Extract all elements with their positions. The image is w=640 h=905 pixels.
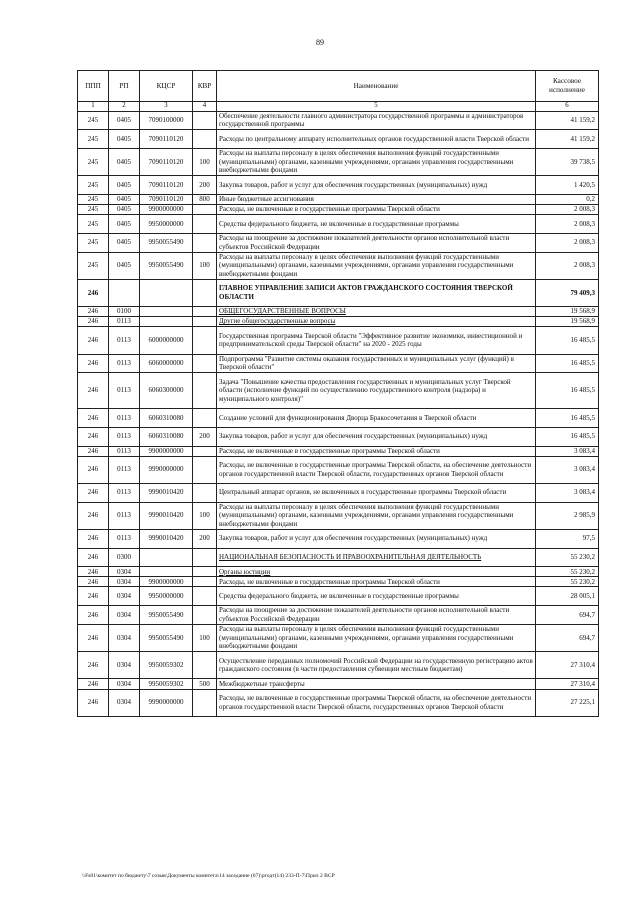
cell-ppp: 246 [78,606,109,625]
cell-cash-execution: 16 485,5 [536,373,599,409]
cell-rp: 0304 [109,624,140,651]
cell-ppp: 245 [78,194,109,204]
cell-rp: 0304 [109,567,140,577]
column-index: 3 [140,102,193,112]
cell-kcsr: 7090110120 [140,194,193,204]
cell-ppp: 246 [78,567,109,577]
cell-kvr [193,373,217,409]
cell-cash-execution: 79 409,3 [536,279,599,306]
cell-kcsr: 9950055490 [140,233,193,252]
cell-kvr: 200 [193,176,217,195]
cell-ppp: 245 [78,148,109,175]
cell-ppp: 246 [78,427,109,446]
cell-kvr [193,606,217,625]
cell-cash-execution: 97,5 [536,529,599,548]
cell-kvr [193,587,217,606]
cell-name: Расходы по центральному аппарату исполнительных органов государственной власти Тверской области [217,130,536,149]
cell-kvr: 200 [193,427,217,446]
column-index-row [78,102,599,112]
cell-kcsr: 7090110120 [140,130,193,149]
cell-rp: 0113 [109,354,140,373]
cell-kvr [193,483,217,502]
table-row [78,689,599,716]
cell-kvr [193,130,217,149]
cell-rp: 0113 [109,327,140,354]
cell-kvr [193,307,217,317]
cell-name: Расходы, не включенные в государственные программы Тверской области [217,577,536,587]
cell-kcsr: 9900000000 [140,205,193,215]
cell-kcsr [140,548,193,567]
cell-kvr [193,215,217,234]
cell-cash-execution: 19 568,9 [536,307,599,317]
cell-ppp: 245 [78,111,109,130]
table-row [78,483,599,502]
cell-name: Расходы, не включенные в государственные программы Тверской области, на обеспечение деятельности органов государственной власти Тверской области, государственных органов Тверской области [217,456,536,483]
cell-kvr: 100 [193,624,217,651]
cell-cash-execution: 694,7 [536,606,599,625]
cell-kcsr: 6060300000 [140,373,193,409]
cell-kcsr: 6060310080 [140,427,193,446]
cell-kcsr: 9950055490 [140,606,193,625]
cell-ppp: 245 [78,176,109,195]
cell-ppp: 245 [78,130,109,149]
cell-cash-execution: 27 310,4 [536,652,599,679]
cell-kvr [193,577,217,587]
table-row [78,529,599,548]
cell-kcsr: 6060310080 [140,409,193,428]
cell-name: Подпрограмма "Развитие системы оказания государственных и муниципальных услуг (функций) в Тверской области" [217,354,536,373]
cell-kvr: 200 [193,529,217,548]
cell-rp: 0304 [109,679,140,689]
cell-cash-execution: 2 008,3 [536,252,599,279]
cell-name: Средства федерального бюджета, не включенные в государственные программы [217,587,536,606]
header-ppp: ППП [78,71,109,102]
cell-name: Государственная программа Тверской области "Эффективное развитие экономики, инвестиционной и предпринимательской среды Тверской области" на 2020 - 2025 годы [217,327,536,354]
cell-kvr [193,567,217,577]
header-kvr: КВР [193,71,217,102]
cell-rp [109,279,140,306]
cell-name: Закупка товаров, работ и услуг для обеспечения государственных (муниципальных) нужд [217,427,536,446]
table-row [78,446,599,456]
cell-kcsr: 7090110120 [140,148,193,175]
cell-cash-execution: 3 083,4 [536,456,599,483]
cell-kcsr: 6060000000 [140,354,193,373]
cell-rp: 0113 [109,529,140,548]
cell-name: Расходы, не включенные в государственные программы Тверской области [217,446,536,456]
cell-name: Создание условий для функционирования Дворца Бракосочетания в Тверской области [217,409,536,428]
cell-rp: 0300 [109,548,140,567]
cell-kvr [193,446,217,456]
cell-rp: 0113 [109,456,140,483]
cell-kcsr: 9950055490 [140,252,193,279]
cell-kvr [193,548,217,567]
cell-name: Расходы на выплаты персоналу в целях обеспечения выполнения функций государственными (муниципальными) органами, казенными учреждениями, органами управления государственными внебюджетными фондами [217,148,536,175]
cell-ppp: 246 [78,354,109,373]
cell-cash-execution: 27 225,1 [536,689,599,716]
cell-ppp: 246 [78,577,109,587]
cell-cash-execution: 2 008,3 [536,233,599,252]
cell-kvr: 800 [193,194,217,204]
cell-ppp: 246 [78,548,109,567]
table-row [78,279,599,306]
cell-kcsr: 9990000000 [140,456,193,483]
table-row [78,427,599,446]
header-rp: РП [109,71,140,102]
cell-kvr [193,279,217,306]
cell-name: Средства федерального бюджета, не включенные в государственные программы [217,215,536,234]
cell-kvr [193,111,217,130]
table-row [78,215,599,234]
cell-name: Осуществление переданных полномочий Российской Федерации на государственную регистрацию актов гражданского состояния (в части предоставления субвенции местным бюджетам) [217,652,536,679]
cell-rp: 0113 [109,317,140,327]
cell-ppp: 246 [78,446,109,456]
budget-execution-table [77,70,599,717]
cell-kcsr: 9950000000 [140,215,193,234]
cell-kcsr: 9950055490 [140,624,193,651]
header-name: Наименование [217,71,536,102]
cell-kcsr: 9990000000 [140,689,193,716]
cell-ppp: 246 [78,279,109,306]
cell-kcsr [140,279,193,306]
cell-name: Расходы на выплаты персоналу в целях обеспечения выполнения функций государственными (муниципальными) органами, казенными учреждениями, органами управления государственными внебюджетными фондами [217,252,536,279]
cell-cash-execution: 694,7 [536,624,599,651]
cell-ppp: 246 [78,409,109,428]
cell-ppp: 246 [78,689,109,716]
cell-name: Межбюджетные трансферты [217,679,536,689]
table-row [78,148,599,175]
cell-name: ОБЩЕГОСУДАРСТВЕННЫЕ ВОПРОСЫ [217,307,536,317]
cell-name: Расходы на выплаты персоналу в целях обеспечения выполнения функций государственными (муниципальными) органами, казенными учреждениями, органами управления государственными внебюджетными фондами [217,624,536,651]
cell-name: Расходы, не включенные в государственные программы Тверской области [217,205,536,215]
cell-ppp: 246 [78,483,109,502]
cell-ppp: 246 [78,587,109,606]
cell-cash-execution: 2 008,3 [536,215,599,234]
cell-rp: 0405 [109,205,140,215]
cell-name: Иные бюджетные ассигнования [217,194,536,204]
cell-ppp: 246 [78,327,109,354]
cell-rp: 0113 [109,502,140,529]
cell-cash-execution: 27 310,4 [536,679,599,689]
cell-name: Расходы, не включенные в государственные программы Тверской области, на обеспечение деятельности органов государственной власти Тверской области, государственных органов Тверской области [217,689,536,716]
cell-ppp: 246 [78,317,109,327]
cell-rp: 0405 [109,252,140,279]
cell-ppp: 246 [78,624,109,651]
cell-cash-execution: 2 008,3 [536,205,599,215]
cell-cash-execution: 3 083,4 [536,483,599,502]
table-row [78,327,599,354]
cell-cash-execution: 55 230,2 [536,577,599,587]
cell-kvr [193,205,217,215]
table-row [78,176,599,195]
cell-rp: 0405 [109,233,140,252]
cell-name: Закупка товаров, работ и услуг для обеспечения государственных (муниципальных) нужд [217,529,536,548]
table-row [78,373,599,409]
cell-ppp: 245 [78,252,109,279]
cell-kvr: 100 [193,502,217,529]
table-row [78,317,599,327]
cell-name: Закупка товаров, работ и услуг для обеспечения государственных (муниципальных) нужд [217,176,536,195]
column-index: 5 [217,102,536,112]
cell-kcsr [140,317,193,327]
cell-kcsr [140,567,193,577]
cell-rp: 0113 [109,373,140,409]
cell-cash-execution: 16 485,5 [536,409,599,428]
cell-ppp: 246 [78,307,109,317]
cell-name: НАЦИОНАЛЬНАЯ БЕЗОПАСНОСТЬ И ПРАВООХРАНИТЕЛЬНАЯ ДЕЯТЕЛЬНОСТЬ [217,548,536,567]
cell-cash-execution: 19 568,9 [536,317,599,327]
table-row [78,130,599,149]
cell-name: Расходы на поощрение за достижение показателей деятельности органов исполнительной власти субъектов Российской Федерации [217,233,536,252]
table-row [78,354,599,373]
page-number: 89 [316,38,324,47]
cell-rp: 0113 [109,446,140,456]
cell-ppp: 245 [78,215,109,234]
cell-kcsr: 9990010420 [140,529,193,548]
cell-cash-execution: 16 485,5 [536,427,599,446]
cell-kvr [193,456,217,483]
column-index: 2 [109,102,140,112]
header-cash-execution: Кассовое исполнение [536,71,599,102]
table-row [78,502,599,529]
column-index: 1 [78,102,109,112]
cell-name: Обеспечение деятельности главного администратора государственной программы и администраторов государственной программы [217,111,536,130]
cell-kcsr: 7090100000 [140,111,193,130]
cell-kcsr: 9900000000 [140,577,193,587]
cell-rp: 0405 [109,130,140,149]
table-row [78,606,599,625]
cell-kvr [193,317,217,327]
cell-ppp: 246 [78,652,109,679]
cell-kvr: 500 [193,679,217,689]
cell-kvr [193,689,217,716]
table-row [78,111,599,130]
cell-name: Центральный аппарат органов, не включенных в государственные программы Тверской области [217,483,536,502]
cell-kcsr: 9900000000 [140,446,193,456]
cell-kcsr: 6000000000 [140,327,193,354]
cell-cash-execution: 39 738,5 [536,148,599,175]
cell-kcsr: 9950000000 [140,587,193,606]
cell-cash-execution: 41 159,2 [536,130,599,149]
table-row [78,194,599,204]
cell-kcsr: 9990010420 [140,502,193,529]
cell-ppp: 246 [78,502,109,529]
cell-ppp: 246 [78,373,109,409]
cell-cash-execution: 16 485,5 [536,354,599,373]
cell-rp: 0304 [109,606,140,625]
cell-cash-execution: 1 420,5 [536,176,599,195]
table-row [78,205,599,215]
cell-kvr: 100 [193,252,217,279]
cell-rp: 0405 [109,194,140,204]
table-row [78,652,599,679]
cell-rp: 0113 [109,427,140,446]
cell-ppp: 246 [78,456,109,483]
cell-rp: 0100 [109,307,140,317]
cell-kvr [193,409,217,428]
table-row [78,252,599,279]
cell-name: Другие общегосударственные вопросы [217,317,536,327]
table-row [78,233,599,252]
cell-cash-execution: 2 985,9 [536,502,599,529]
cell-name: Расходы на поощрение за достижение показателей деятельности органов исполнительной власти субъектов Российской Федерации [217,606,536,625]
cell-ppp: 245 [78,233,109,252]
cell-rp: 0113 [109,483,140,502]
cell-name: Органы юстиции [217,567,536,577]
cell-kvr [193,327,217,354]
cell-cash-execution: 41 159,2 [536,111,599,130]
cell-cash-execution: 55 230,2 [536,567,599,577]
cell-rp: 0304 [109,689,140,716]
cell-cash-execution: 28 005,1 [536,587,599,606]
table-row [78,456,599,483]
cell-rp: 0113 [109,409,140,428]
cell-kvr: 100 [193,148,217,175]
table-row [78,409,599,428]
cell-name: Задача "Повышение качества предоставления государственных и муниципальных услуг Тверской области (исполнение функций по осуществлению государственного контроля (надзора) и муниципального контроля)" [217,373,536,409]
cell-kvr [193,652,217,679]
cell-rp: 0405 [109,176,140,195]
column-index: 4 [193,102,217,112]
table-row [78,577,599,587]
cell-rp: 0405 [109,215,140,234]
cell-rp: 0304 [109,587,140,606]
cell-kcsr: 9990010420 [140,483,193,502]
cell-kcsr: 9950059302 [140,652,193,679]
table-row [78,307,599,317]
cell-kcsr [140,307,193,317]
header-kcsr: КЦСР [140,71,193,102]
cell-name: Расходы на выплаты персоналу в целях обеспечения выполнения функций государственными (муниципальными) органами, казенными учреждениями, органами управления государственными внебюджетными фондами [217,502,536,529]
cell-rp: 0304 [109,577,140,587]
cell-kcsr: 9950059302 [140,679,193,689]
table-row [78,587,599,606]
table-row [78,679,599,689]
column-index: 6 [536,102,599,112]
cell-cash-execution: 16 485,5 [536,327,599,354]
cell-rp: 0405 [109,111,140,130]
footer-file-path: \\Fs01\комитет по бюджету\7 созыв\Документы комитета\14 заседание (07)\pгодт(14) 233-П-7\Прил 2 ВСР [82,873,335,879]
header-row [78,71,599,102]
table-row [78,548,599,567]
cell-kvr [193,354,217,373]
cell-name: ГЛАВНОЕ УПРАВЛЕНИЕ ЗАПИСИ АКТОВ ГРАЖДАНСКОГО СОСТОЯНИЯ ТВЕРСКОЙ ОБЛАСТИ [217,279,536,306]
table-row [78,567,599,577]
cell-rp: 0405 [109,148,140,175]
cell-ppp: 245 [78,205,109,215]
table-row [78,624,599,651]
cell-kvr [193,233,217,252]
cell-cash-execution: 3 083,4 [536,446,599,456]
cell-kcsr: 7090110120 [140,176,193,195]
cell-ppp: 246 [78,529,109,548]
cell-cash-execution: 55 230,2 [536,548,599,567]
cell-rp: 0304 [109,652,140,679]
cell-cash-execution: 0,2 [536,194,599,204]
cell-ppp: 246 [78,679,109,689]
